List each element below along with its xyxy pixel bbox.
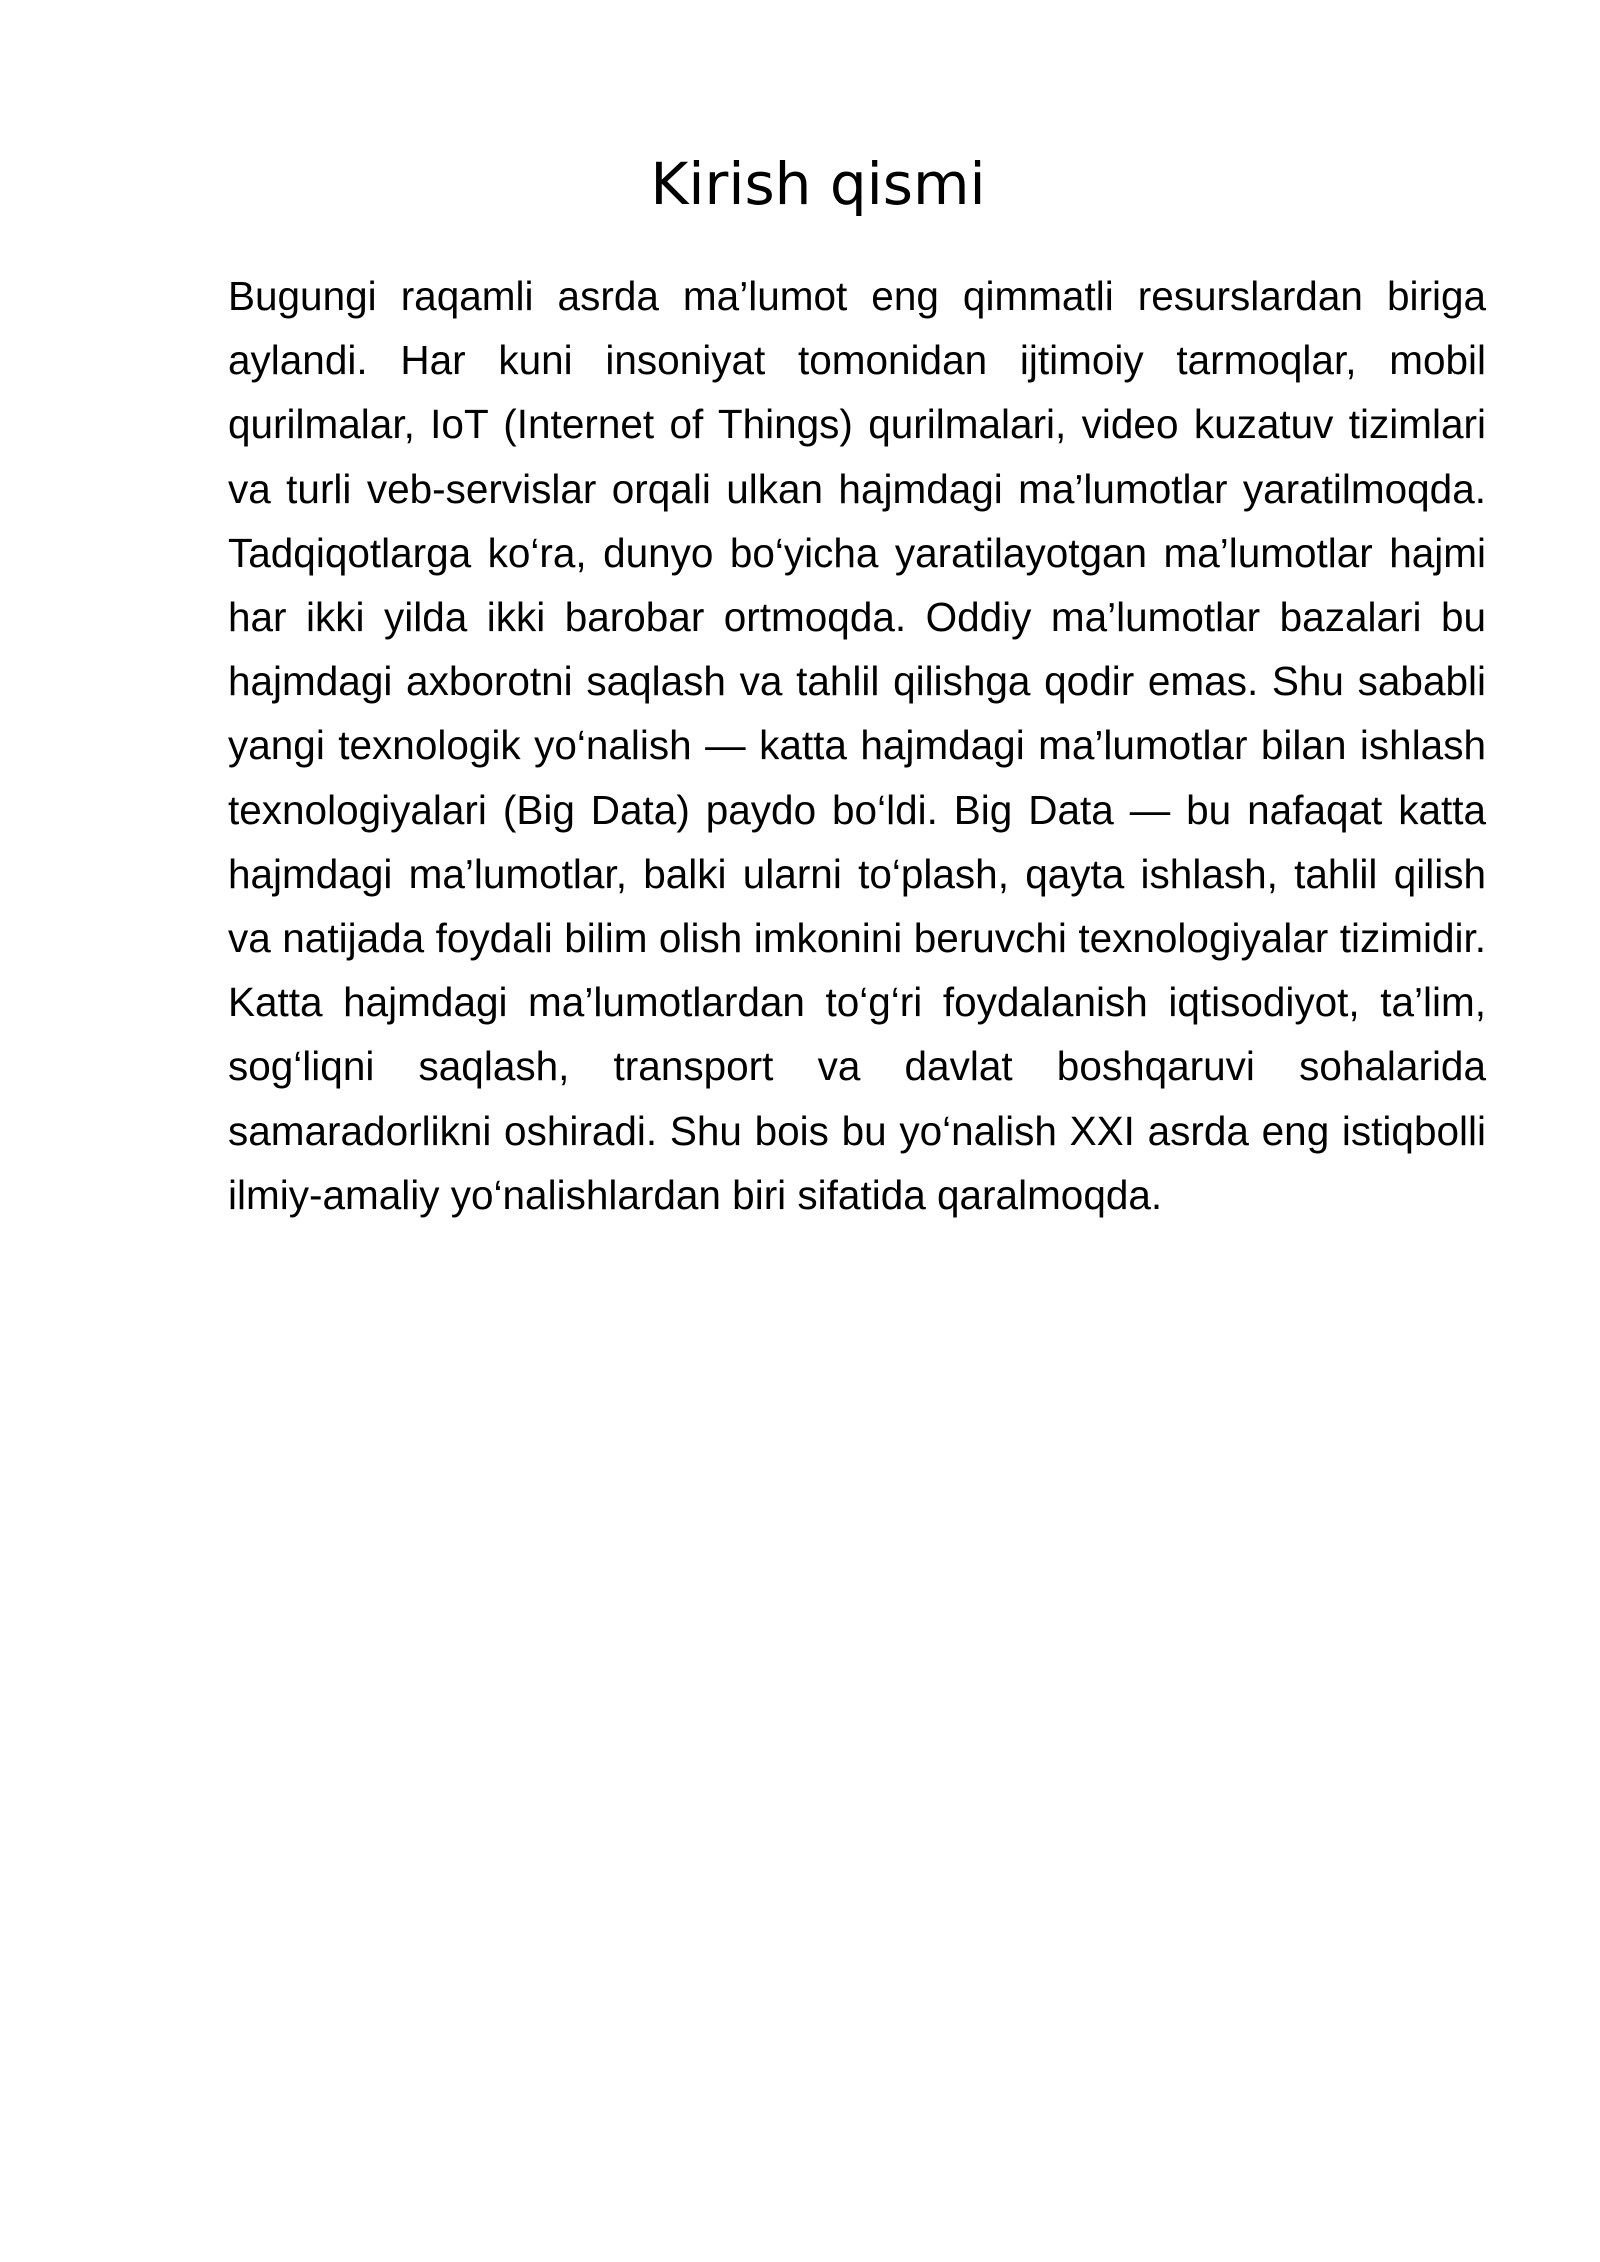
page-title: Kirish qismi: [650, 150, 986, 218]
body-paragraph: Bugungi raqamli asrda ma’lumot eng qimmatli resurslardan biriga aylandi. Har kuni insoniyat tomonidan ijtimoiy tarmoqlar, mobil qurilmalar, IoT (Internet of Things) qurilmalari, video kuzatuv tizimlari va turli veb-servislar orqali ulkan hajmdagi ma’lumotlar yaratilmoqda. Tadqiqotlarga ko‘ra, dunyo bo‘yicha yaratilayotgan ma’lumotlar hajmi har ikki yilda ikki barobar ortmoqda. Oddiy ma’lumotlar bazalari bu hajmdagi axborotni saqlash va tahlil qilishga qodir emas. Shu sababli yangi texnologik yo‘nalish — katta hajmdagi ma’lumotlar bilan ishlash texnologiyalari (Big Data) paydo bo‘ldi. Big Data — bu nafaqat katta hajmdagi ma’lumotlar, balki ularni to‘plash, qayta ishlash, tahlil qilish va natijada foydali bilim olish imkonini beruvchi texnologiyalar tizimidir. Katta hajmdagi ma’lumotlardan to‘g‘ri foydalanish iqtisodiyot, ta’lim, sog‘liqni saqlash, transport va davlat boshqaruvi sohalarida samaradorlikni oshiradi. Shu bois bu yo‘nalish XXI asrda eng istiqbolli ilmiy-amaliy yo‘nalishlardan biri sifatida qaralmoqda.: [228, 273, 1486, 1218]
